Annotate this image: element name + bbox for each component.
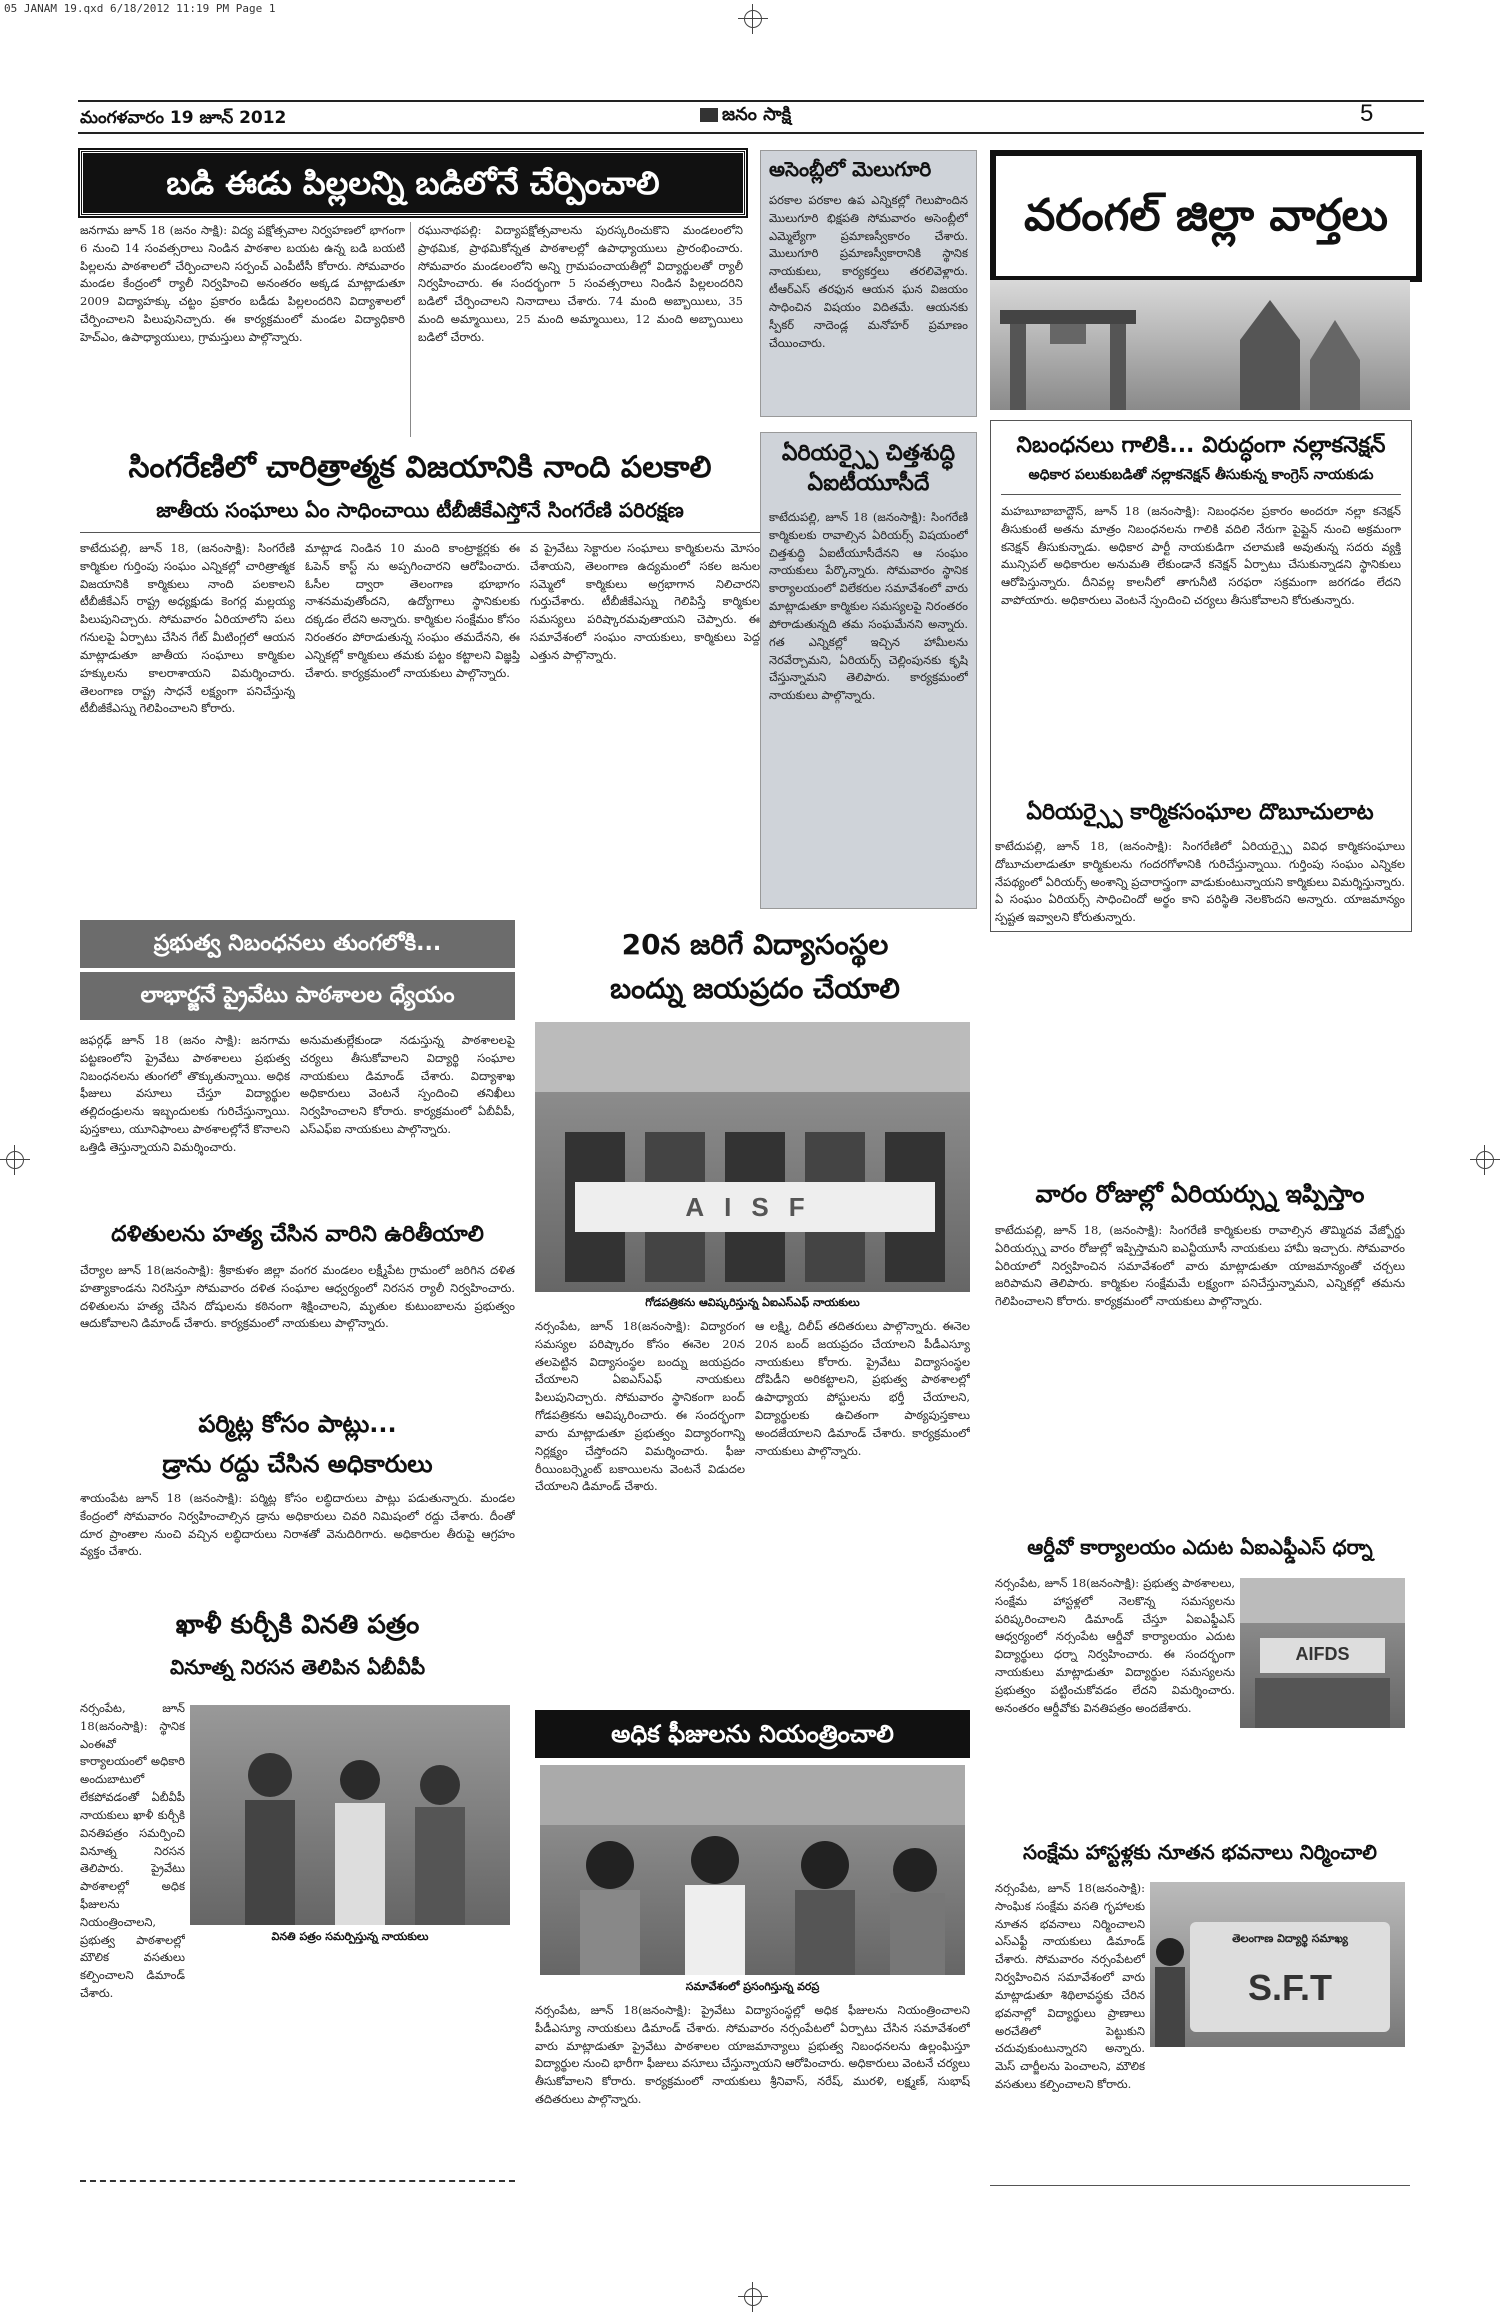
brand-logo-icon: [700, 108, 718, 122]
unions-body: కాటేదుపల్లి, జూన్ 18, (జనంసాక్షి): సింగరేణిలో ఏరియర్స్పై వివిధ కార్మికసంఘాలు దోబూచులాడుతూ కార్మికులను గందరగోళానికి గురిచేస్తున్నాయి. గుర్తింపు సంఘం ఎన్నికల నేపథ్యంలో ఏరియర్స్ అంశాన్ని ప్రచారాస్త్రంగా వాడుకుంటున్నాయని కార్మికులు విమర్శిస్తున్నారు. ఏ సంఘం ఏరియర్స్ సాధించిందో అర్థం కాని పరిస్థితి నెలకొందని అన్నారు. యాజమాన్యం స్పష్టత ఇవ్వాలని కోరుతున్నారు.: [995, 839, 1405, 925]
bandh-headline2: బంద్ను జయప్రదం చేయాలి: [610, 972, 900, 1005]
registration-mark-icon: [738, 4, 768, 34]
high-fees-photo: [540, 1765, 965, 1975]
registration-mark-icon: [0, 1145, 30, 1175]
singareni-col3: వ ప్రైవేటు సెక్టారుల సంఘాలు కార్మికులను మోసం చేశాయని, తెలంగాణ ఉద్యమంలో సకల జనుల సమ్మెలో కార్మికులు అగ్రభాగాన నిలిచారని గుర్తుచేశారు. టీబీజీకేఎస్ను గెలిపిస్తే కార్మికుల సమస్యలు పరిష్కారమవుతాయని చెప్పారు. ఈ సమావేశంలో సంఘం నాయకులు, కార్మికులు పెద్ద ఎత్తున పాల్గొన్నారు.: [530, 541, 760, 662]
high-fees-body: నర్సంపేట, జూన్ 18(జనంసాక్షి): ప్రైవేటు విద్యాసంస్థల్లో అధిక ఫీజులను నియంత్రించాలని పీడీఎస్యూ నాయకులు డిమాండ్ చేశారు. సోమవారం నర్సంపేటలో ఏర్పాటు చేసిన సమావేశంలో వారు మాట్లాడుతూ ప్రైవేటు పాఠశాలల యాజమాన్యాలు ప్రభుత్వ నిబంధనలను ఉల్లంఘిస్తూ విద్యార్థుల నుంచి భారీగా ఫీజులు వసూలు చేస్తున్నాయని ఆరోపించారు. అధికారులు వెంటనే చర్యలు తీసుకోవాలని కోరారు. కార్యక్రమంలో నాయకులు శ్రీనివాస్, నరేష్, మురళి, లక్ష్మణ్, సుభాష్ తదితరులు పాల్గొన్నారు.: [535, 2003, 970, 2107]
sft-banner-text: S.F.T: [1247, 1967, 1332, 2008]
empty-chair-headline: ఖాళీ కుర్చీకి వినతి పత్రం: [175, 1610, 420, 1640]
print-slug: 05 JANAM 19.qxd 6/18/2012 11:19 PM Page 1: [4, 2, 276, 15]
private-schools-col2: అనుమతుల్లేకుండా నడుస్తున్న పాఠశాలలపై చర్యలు తీసుకోవాలని విద్యార్థి సంఘాల నాయకులు డిమాండ్ చేశారు. విద్యాశాఖ అధికారులు వెంటనే స్పందించి తనిఖీలు నిర్వహించాలని కోరారు. కార్యక్రమంలో ఏబీవీపీ, ఎస్ఎఫ్ఐ నాయకులు పాల్గొన్నారు.: [300, 1033, 515, 1137]
empty-chair-caption: వినతి పత్రం సమర్పిస్తున్న నాయకులు: [271, 1930, 429, 1943]
bandh-col2: ఆ లక్ష్మి, దిలీప్ తదితరులు పాల్గొన్నారు. ఈనెల 20న బంద్ జయప్రదం చేయాలని పీడీఎస్యూ నాయకులు కోరారు. ప్రైవేటు విద్యాసంస్థల దోపిడీని అరికట్టాలని, ప్రభుత్వ పాఠశాలల్లో ఉపాధ్యాయ పోస్టులను భర్తీ చేయాలని, విద్యార్థులకు ఉచితంగా పాఠ్యపుస్తకాలు అందజేయాలని డిమాండ్ చేశారు. కార్యక్రమంలో నాయకులు పాల్గొన్నారు.: [755, 1319, 970, 1458]
bandh-poster-photo: [535, 1022, 970, 1292]
permits-headline1: పర్మిట్ల కోసం పాట్లు...: [198, 1410, 397, 1438]
empty-chair-photo: [190, 1705, 510, 1925]
section-rule: [80, 532, 760, 533]
singareni-col1: కాటేదుపల్లి, జూన్ 18, (జనంసాక్షి): సింగరేణి కార్మికుల గుర్తింపు సంఘం ఎన్నికల్లో చారిత్రాత్మక విజయానికి కార్మికులు నాంది పలకాలని టీబీజీకేఎస్ రాష్ట్ర అధ్యక్షుడు కెంగర్ల మల్లయ్య పిలుపునిచ్చారు. సోమవారం ఏరియాలోని పలు గనులపై ఏర్పాటు చేసిన గేట్ మీటింగ్లలో ఆయన మాట్లాడుతూ జాతీయ సంఘాలు కార్మికుల హక్కులను కాలరాశాయని విమర్శించారు. తెలంగాణ రాష్ట్ర సాధనే లక్ష్యంగా పనిచేస్తున్న టీబీజీకేఎస్ను గెలిపించాలని కోరారు.: [80, 541, 295, 716]
empty-chair-subhead: వినూత్న నిరసన తెలిపిన ఏబీవీపీ: [169, 1655, 426, 1679]
sft-top-text: తెలంగాణ విద్యార్థి సమాఖ్య: [1232, 1932, 1348, 1945]
aifds-banner-text: AIFDS: [1295, 1644, 1350, 1664]
aisf-banner-text: AISF: [685, 1192, 825, 1222]
bandh-caption: గోడపత్రికను ఆవిష్కరిస్తున్న ఏఐఎస్ఎఫ్ నాయకులు: [645, 1296, 860, 1309]
dalit-headline: దళితులను హత్య చేసిన వారిని ఉరితీయాలి: [111, 1222, 484, 1247]
arrears-sidebar-headline: ఏరియర్స్పై చిత్తశుద్ధి ఏఐటీయూసీదే: [781, 441, 956, 496]
assembly-headline: అసెంబ్లీలో మెలుగూరి: [769, 157, 932, 181]
registration-mark-icon: [738, 2282, 768, 2312]
tap-connection-body: మహబూబాబాద్టౌన్, జూన్ 18 (జనంసాక్షి): నిబంధనల ప్రకారం అందరూ నల్లా కనెక్షన్ తీసుకుంటే అతను మాత్రం నిబంధనలను గాలికి వదిలి నేరుగా పైప్లైన్ నుంచి అక్రమంగా కనెక్షన్ తీసుకున్నాడు. అధికార పార్టీ నాయకుడిగా చలామణి అవుతున్న సదరు వ్యక్తి మున్సిపల్ అధికారుల అనుమతి లేకుండానే కనెక్షన్ ఏర్పాటు చేసుకున్నాడని స్థానికులు ఆరోపిస్తున్నారు. దీనివల్ల కాలనీలో తాగునీటి సరఫరా సక్రమంగా జరగడం లేదని వాపోయారు. అధికారులు వెంటనే స్పందించి చర్యలు తీసుకోవాలని కోరుతున్నారు.: [1001, 504, 1401, 608]
header-date: మంగళవారం 19 జూన్ 2012: [80, 108, 287, 128]
students-with-posters-icon: [535, 1022, 970, 1292]
header-brand: జనం సాక్షి: [700, 104, 791, 129]
kakatiya-arch-icon: [990, 280, 1410, 410]
arrears-sidebar: [760, 432, 977, 909]
students-banner-icon: [1150, 1882, 1405, 2047]
section-rule: [990, 2185, 1410, 2186]
hostels-body: నర్సంపేట, జూన్ 18(జనంసాక్షి): సాంఘిక సంక్షేమ వసతి గృహాలకు నూతన భవనాలు నిర్మించాలని ఎస్ఎఫ్టీ నాయకులు డిమాండ్ చేశారు. సోమవారం నర్సంపేటలో నిర్వహించిన సమావేశంలో వారు మాట్లాడుతూ శిథిలావస్థకు చేరిన భవనాల్లో విద్యార్థులు ప్రాణాలు అరచేతిలో పెట్టుకుని చదువుకుంటున్నారని అన్నారు. మెస్ చార్జీలను పెంచాలని, మౌలిక వసతులు కల్పించాలని కోరారు.: [995, 1881, 1145, 2091]
week-arrears-body: కాటేదుపల్లి, జూన్ 18, (జనంసాక్షి): సింగరేణి కార్మికులకు రావాల్సిన తొమ్మిదవ వేజ్బోర్డు ఏరియర్స్ను వారం రోజుల్లో ఇప్పిస్తామని ఐఎన్టీయూసీ నాయకులు హామీ ఇచ్చారు. సోమవారం ఏరియాలో నిర్వహించిన సమావేశంలో వారు మాట్లాడుతూ యాజమాన్యంతో చర్చలు జరిపామని తెలిపారు. కార్మికుల సంక్షేమమే లక్ష్యంగా పనిచేస్తున్నామని, ఎన్నికల్లో తమను గెలిపించాలని కోరారు. కార్యక్రమంలో నాయకులు పాల్గొన్నారు.: [995, 1223, 1405, 1309]
private-schools-col1: జఫర్గఢ్ జూన్ 18 (జనం సాక్షి): జనగామ పట్టణంలోని ప్రైవేటు పాఠశాలలు ప్రభుత్వ నిబంధనలను తుంగలో తొక్కుతున్నాయి. అధిక ఫీజులు వసూలు చేస్తూ విద్యార్థుల తల్లిదండ్రులను ఇబ్బందులకు గురిచేస్తున్నాయి. పుస్తకాలు, యూనిఫాంలు పాఠశాలల్లోనే కొనాలని ఒత్తిడి తెస్తున్నాయని విమర్శించారు.: [80, 1033, 290, 1154]
assembly-sidebar: [760, 150, 977, 417]
page-number: 5: [1360, 100, 1374, 127]
assembly-body: పరకాల పరకాల ఉప ఎన్నికల్లో గెలుపొందిన మొలుగూరి భిక్షపతి సోమవారం అసెంబ్లీలో ఎమ్మెల్యేగా ప్రమాణస్వీకారం చేశారు. మొలుగూరి ప్రమాణస్వీకారానికి స్థానిక నాయకులు, కార్యకర్తలు తరలివెళ్లారు. టీఆర్ఎస్ తరఫున ఆయన ఘన విజయం సాధించిన విషయం విదితమే. ఆయనకు స్పీకర్ నాదెండ్ల మనోహర్ ప్రమాణం చేయించారు.: [769, 193, 968, 350]
header-bottom-rule: [78, 132, 1424, 134]
school-headline: బడి ఈడు పిల్లలన్ని బడిలోనే చేర్పించాలి: [80, 150, 746, 216]
bandh-headline1: 20న జరిగే విద్యాసంస్థల: [621, 928, 889, 961]
singareni-subhead: జాతీయ సంఘాలు ఏం సాధించాయి టీబీజీకేఎస్తోనే సింగరేణి పరిరక్షణ: [156, 498, 684, 522]
empty-chair-body: నర్సంపేట, జూన్ 18(జనంసాక్షి): స్థానిక ఎంఈవో కార్యాలయంలో అధికారి అందుబాటులో లేకపోవడంతో ఏబీవీపీ నాయకులు ఖాళీ కుర్చీకి వినతిపత్రం సమర్పించి వినూత్న నిరసన తెలిపారు. ప్రైవేటు పాఠశాలల్లో అధిక ఫీజులను నియంత్రించాలని, ప్రభుత్వ పాఠశాలల్లో మౌలిక వసతులు కల్పించాలని డిమాండ్ చేశారు.: [80, 1701, 185, 2000]
tap-connection-subhead: అధికార పలుకుబడితో నల్లాకనెక్షన్ తీసుకున్న కాంగ్రెస్ నాయకుడు: [1028, 467, 1374, 483]
students-group-icon: [540, 1765, 965, 1975]
bandh-col1: నర్సంపేట, జూన్ 18(జనంసాక్షి): విద్యారంగ సమస్యల పరిష్కారం కోసం ఈనెల 20న తలపెట్టిన విద్యాసంస్థల బంద్ను జయప్రదం చేయాలని ఏఐఎస్ఎఫ్ నాయకులు పిలుపునిచ్చారు. సోమవారం స్థానికంగా బంద్ గోడపత్రికను ఆవిష్కరించారు. ఈ సందర్భంగా వారు మాట్లాడుతూ ప్రభుత్వం విద్యారంగాన్ని నిర్లక్ష్యం చేస్తోందని విమర్శించారు. ఫీజు రీయింబర్స్మెంట్ బకాయిలను వెంటనే విడుదల చేయాలని డిమాండ్ చేశారు.: [535, 1319, 745, 1494]
permits-headline2: డ్రాను రద్దు చేసిన అధికారులు: [162, 1450, 433, 1478]
singareni-headline: సింగరేణిలో చారిత్రాత్మక విజయానికి నాంది పలకాలి: [128, 450, 712, 485]
permits-body: శాయంపేట జూన్ 18 (జనంసాక్షి): పర్మిట్ల కోసం లబ్ధిదారులు పాట్లు పడుతున్నారు. మండల కేంద్రంలో సోమవారం నిర్వహించాల్సిన డ్రాను అధికారులు చివరి నిమిషంలో రద్దు చేశారు. దీంతో దూర ప్రాంతాల నుంచి వచ్చిన లబ్ధిదారులు నిరాశతో వెనుదిరిగారు. అధికారుల తీరుపై ఆగ్రహం వ్యక్తం చేశారు.: [80, 1491, 515, 1559]
dalit-body: చేర్యాల జూన్ 18(జనంసాక్షి): శ్రీకాకుళం జిల్లా వంగర మండలం లక్ష్మీపేట గ్రామంలో జరిగిన దళిత హత్యాకాండను నిరసిస్తూ సోమవారం దళిత సంఘాల ఆధ్వర్యంలో నిరసన ర్యాలీ నిర్వహించారు. దళితులను హత్య చేసిన దోషులను కఠినంగా శిక్షించాలని, మృతుల కుటుంబాలను ప్రభుత్వం ఆదుకోవాలని డిమాండ్ చేశారు. కార్యక్రమంలో నాయకులు పాల్గొన్నారు.: [80, 1263, 515, 1331]
empty-chair-body-cont: [190, 1952, 510, 2167]
people-silhouette-icon: [190, 1705, 510, 1925]
registration-mark-icon: [1470, 1145, 1500, 1175]
week-arrears-headline: వారం రోజుల్లో ఏరియర్స్ను ఇప్పిస్తాం: [1035, 1180, 1365, 1208]
section-rule: [1001, 494, 1401, 495]
arrears-sidebar-body: కాటేదుపల్లి, జూన్ 18 (జనంసాక్షి): సింగరేణి కార్మికులకు రావాల్సిన ఏరియర్స్ విషయంలో చిత్తశుద్ధి ఏఐటీయూసీదేనని ఆ సంఘం నాయకులు పేర్కొన్నారు. సోమవారం స్థానిక కార్యాలయంలో విలేకరుల సమావేశంలో వారు మాట్లాడుతూ కార్మికుల సమస్యలపై నిరంతరం పోరాడుతున్నది తమ సంఘమేనని అన్నారు. గత ఎన్నికల్లో ఇచ్చిన హామీలను నెరవేర్చామని, ఏరియర్స్ చెల్లింపునకు కృషి చేస్తున్నామని తెలిపారు. కార్యక్రమంలో నాయకులు పాల్గొన్నారు.: [769, 510, 968, 703]
high-fees-headline: అధిక ఫీజులను నియంత్రించాలి: [535, 1710, 970, 1758]
header-top-rule: [78, 100, 1424, 102]
dashed-separator: [80, 2180, 515, 2182]
aifds-dharna-photo: [1240, 1578, 1405, 1728]
school-article-col1: జనగామ జూన్ 18 (జనం సాక్షి): విద్య పక్షోత్సవాల నిర్వహణలో భాగంగా 6 నుంచి 14 సంవత్సరాలు నిండిన పాఠశాల బయట ఉన్న బడి బయటి పిల్లలను పాఠశాలలో చేర్పించాలని సర్పంచ్ ఎంపీటీసీ కోరారు. సోమవారం మండల కేంద్రంలో ర్యాలీ నిర్వహించి అనంతరం అక్కడ మాట్లాడుతూ 2009 విద్యాహక్కు చట్టం ప్రకారం బడీడు పిల్లలందరిని విద్యాశాలలో చేర్పించాలని పిలుపునిచ్చారు. ఈ కార్యక్రమంలో మండల విద్యాధికారి హెచ్ఎం, ఉపాధ్యాయులు, గ్రామస్తులు పాల్గొన్నారు.: [80, 223, 405, 344]
hostels-headline: సంక్షేమ హాస్టళ్లకు నూతన భవనాలు నిర్మించాలి: [1023, 1840, 1377, 1864]
school-article-col2: రఘునాథపల్లి: విద్యాపక్షోత్సవాలను పురస్కరించుకొని మండలంలోని ప్రాథమిక, ప్రాథమికోన్నత పాఠశాలల్లో ఉపాధ్యాయులు ప్రారంభించారు. సోమవారం మండలంలోని అన్ని గ్రామపంచాయతీల్లో విద్యార్థులతో ర్యాలీ నిర్వహించారు. ఈ సందర్భంగా 5 సంవత్సరాలు నిండిన పిల్లలందరిని బడిలో చేర్పించాలని నినాదాలు చేశారు. 74 మంది అబ్బాయిలు, 35 మంది అమ్మాయిలు, 25 మంది అమ్మాయిలు, 12 మంది అబ్బాయిలు బడిలో చేరారు.: [418, 223, 743, 344]
warangal-fort-photo: [990, 280, 1410, 410]
column-divider: [410, 222, 411, 437]
singareni-col2: మాట్లాడ నిండిన 10 మంది కాంట్రాక్టర్లకు ఈ ఓపెన్ కాస్ట్ ను అప్పగించారని ఆరోపించారు. ఓసీల ద్వారా తెలంగాణ భూభాగం నాశనమవుతోందని, ఉద్యోగాలు స్థానికులకు దక్కడం లేదని అన్నారు. కార్మికుల సంక్షేమం కోసం నిరంతరం పోరాడుతున్న సంఘం తమదేనని, ఈ ఎన్నికల్లో కార్మికులు తమకు పట్టం కట్టాలని విజ్ఞప్తి చేశారు. కార్యక్రమంలో నాయకులు పాల్గొన్నారు.: [305, 541, 520, 680]
private-schools-headline1: ప్రభుత్వ నిబంధనలు తుంగలోకి...: [80, 920, 515, 968]
district-masthead: వరంగల్ జిల్లా వార్తలు: [990, 150, 1422, 282]
private-schools-headline2: లాభార్జనే ప్రైవేటు పాఠశాలల ధ్యేయం: [80, 972, 515, 1020]
unions-headline: ఏరియర్స్పై కార్మికసంఘాల దొబూచులాట: [1026, 800, 1374, 825]
tap-connection-headline: నిబంధనలు గాలికి... విరుద్ధంగా నల్లాకనెక్షన్: [1016, 433, 1386, 458]
aifds-headline: ఆర్డీవో కార్యాలయం ఎదుట ఏఐఎఫ్డీఎస్ ధర్నా: [1027, 1535, 1373, 1559]
high-fees-caption: సమావేశంలో ప్రసంగిస్తున్న వరప్ర: [685, 1980, 820, 1993]
aifds-body: నర్సంపేట, జూన్ 18(జనంసాక్షి): ప్రభుత్వ పాఠశాలలు, సంక్షేమ హాస్టళ్లలో నెలకొన్న సమస్యలను పరిష్కరించాలని డిమాండ్ చేస్తూ ఏఐఎఫ్డీఎస్ ఆధ్వర్యంలో నర్సంపేట ఆర్డీవో కార్యాలయం ఎదుట విద్యార్థులు ధర్నా నిర్వహించారు. ఈ సందర్భంగా నాయకులు మాట్లాడుతూ విద్యార్థుల సమస్యలను ప్రభుత్వం పట్టించుకోవడం లేదని విమర్శించారు. అనంతరం ఆర్డీవోకు వినతిపత్రం అందజేశారు.: [995, 1576, 1235, 1715]
hostels-photo: [1150, 1882, 1405, 2047]
